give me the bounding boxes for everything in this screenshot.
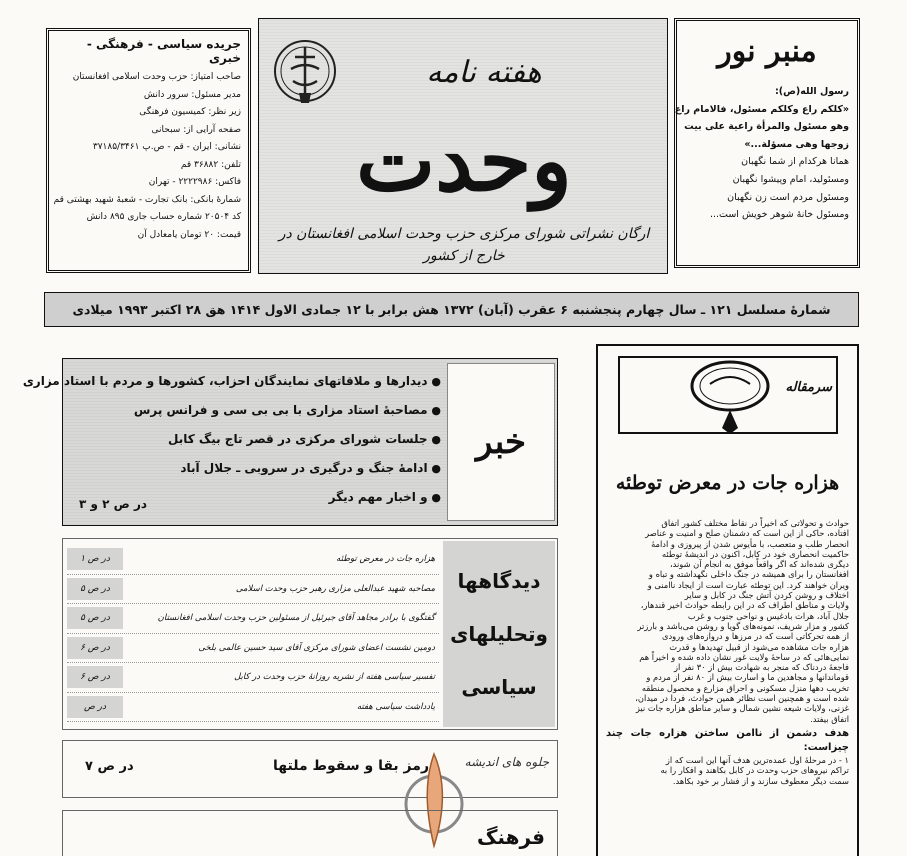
analysis-item-title: گفتگوی با برادر مجاهد آقای جبرئیل از مسئولین حزب وحدت اسلامی افغانستان — [157, 613, 435, 624]
editorial-logo-text: سرمقاله — [785, 380, 832, 395]
minbar-line: «کلکم راع وکلکم مسئول، فالامام راع — [674, 103, 849, 115]
publisher-title: جریده سیاسی - فرهنگی - خبری — [86, 37, 241, 65]
publisher-line: صفحه آرایی از: سبحانی — [151, 124, 241, 135]
news-label-box — [447, 363, 555, 521]
analysis-item-page: در ص ۶ — [67, 637, 123, 659]
minbar-line: همانا هرکدام از شما نگهبان — [741, 156, 849, 168]
masthead-name: وحدت — [356, 111, 572, 210]
editorial-line: اختلاف و روشن کردن آتش جنگ در کابل و سایر — [684, 590, 849, 601]
minbar-line: وهو مسئول والمرأة راعیة علی بیت — [684, 121, 849, 133]
news-item: ● ادامهٔ جنگ و درگیری در سروبی ـ جلال آباد — [71, 454, 441, 483]
masthead — [258, 18, 668, 274]
issue-bar — [44, 292, 859, 327]
news-box — [22, 358, 558, 526]
analysis-label-box — [443, 541, 555, 727]
minbar-line: ومسئولید، امام وپیشوا نگهبان — [732, 173, 849, 185]
editorial-line: ولایات و مناطق اطراف که در این رابطه حوادث اخیر قندهار، — [640, 600, 849, 611]
editorial-tail-line: تراکم نیروهای حزب وحدت در کابل بکاهند و افکار را به — [660, 765, 849, 776]
news-pages: در ص ۲ و ۳ — [79, 497, 148, 511]
analysis-item-title: هزاره جات در معرض توطئه — [336, 554, 435, 565]
analysis-item-title: دومین نشست اعضای شورای مرکزی آقای سید حسین عالمی بلخی — [198, 642, 435, 653]
editorial-line: حاکمیت انحصاری خود در کابل، اکنون در اندیشهٔ توطئه — [661, 548, 849, 559]
minbar-title: منبر نور — [717, 34, 817, 69]
editorial-line: کشور و مزار شریف، نمونه‌های گویا و روشن می‌باشد و بارزتر — [637, 620, 849, 631]
minbar-line: ومسئول مردم است زن نگهبان — [727, 191, 849, 203]
analysis-item-title: مصاحبه شهید عبدالعلی مزاری رهبر حزب وحدت اسلامی — [235, 583, 435, 594]
analysis-label-1: دیدگاهها — [457, 569, 541, 594]
minbar-line: ومسئول خانهٔ شوهر خویش است... — [709, 209, 849, 221]
news-list — [22, 367, 441, 512]
analysis-item-title: یادداشت سیاسی هفته — [356, 701, 435, 712]
publisher-line: کد ۲۰۵۰۴ شماره حساب جاری ۸۹۵ دانش — [86, 212, 241, 222]
editorial-line: تخریب دهها منزل مسکونی و احراق مزارع و محصول منطقه — [641, 682, 849, 693]
analysis-list — [67, 545, 439, 722]
editorial-line: غزنی، ولایات شیعه نشین شمال و سایر مناطق هزاره جات نیز — [635, 703, 849, 714]
analysis-label-3: سیاسی — [461, 674, 537, 699]
editorial-line: افتاده، حاکی از این است که دشمنان صلح و امنیت و عناصر — [645, 528, 849, 539]
analysis-item-page: در ص ۶ — [67, 666, 123, 688]
editorial-line: انحصار طلب و متعصب، با مأیوس شدن از پیروزی و ادامهٔ — [651, 538, 849, 549]
analysis-item — [67, 693, 439, 723]
publisher-line: قیمت: ۲۰ تومان یامعادل آن — [137, 229, 241, 240]
editorial-line: افغانستان را برای همیشه در جنگ داخلی نگهداشته و تباه و — [648, 569, 849, 580]
editorial-line: شده است و همچنین است نظائر همین حوادث، فردا در میدان، — [635, 693, 849, 704]
editorial-line: جلال آباد، هرات بادغیس و نواحی جنوب و غرب — [687, 610, 849, 621]
editorial-line: ویران خواهند کرد. این توطئه عبارت است از ایجاد ناامنی و — [647, 579, 849, 590]
news-item: ● مصاحبهٔ استاد مزاری با بی بی سی و فرانس پرس — [71, 396, 441, 425]
editorial-line: فاجعهٔ دردناک که منجر به شهادت بیش از ۳۰ نفر از — [674, 662, 849, 673]
publisher-details — [53, 69, 241, 244]
publisher-line: زیر نظر: کمیسیون فرهنگی — [139, 107, 241, 117]
editorial-box — [596, 344, 859, 856]
thought-label: جلوه های اندیشه — [464, 755, 549, 769]
analysis-item — [67, 634, 439, 664]
news-item: ● دیدارها و ملاقاتهای نمایندگان احزاب، کشورها و مردم با استاد مزاری — [71, 367, 441, 396]
editorial-tail-line: ۱ - در مرحلهٔ اول عمده‌ترین هدف آنها این است که از — [665, 754, 849, 765]
publisher-box — [46, 28, 251, 273]
analysis-box — [62, 538, 558, 730]
analysis-item — [67, 575, 439, 605]
minbar-line: زوجها وهی مسؤلة...» — [744, 138, 849, 150]
editorial-line: از همه تحرکاتی است که در مرزها و دروازه‌های ورودی — [661, 631, 849, 642]
analysis-item — [67, 545, 439, 575]
culture-label: فرهنگ — [476, 825, 545, 849]
editorial-line: حوادث و تحولاتی که اخیراً در نقاط مختلف کشور اتفاق — [661, 518, 849, 528]
editorial-subhead: هدف دشمن از ناامن ساختن هزاره جات چند چیزاست: — [606, 727, 849, 753]
thought-box — [62, 740, 558, 798]
publisher-line: فاکس: ۲۲۲۲۹۸۶ - تهران — [148, 177, 241, 187]
editorial-tail-line: سمت دیگر معطوف سازند و از فشار بر خود بکاهد. — [672, 775, 849, 786]
masthead-tagline: ارگان نشراتی شورای مرکزی حزب وحدت اسلامی افغانستان در خارج از کشور — [278, 226, 650, 264]
publisher-line: صاحب امتیاز: حزب وحدت اسلامی افغانستان — [72, 72, 241, 82]
publisher-line: مدیر مسئول: سرور دانش — [143, 89, 241, 100]
news-item: ● جلسات شورای مرکزی در قصر تاج بیگ کابل — [71, 425, 441, 454]
editorial-line: قوماندانها و مجاهدین ما و اسارت بیش از ۸۰ نفر از مردم و — [646, 672, 849, 683]
publisher-line: تلفن: ۳۶۸۸۲ قم — [180, 159, 241, 170]
thought-page: در ص ۷ — [85, 759, 134, 774]
thought-title: رمز بقا و سقوط ملتها — [273, 758, 429, 774]
editorial-line: اتفاق بیفتد. — [810, 713, 849, 724]
analysis-item — [67, 604, 439, 634]
analysis-item-page: در ص ۱ — [67, 548, 123, 570]
analysis-item — [67, 663, 439, 693]
pen-nib-icon — [680, 356, 780, 436]
news-label: خبر — [475, 422, 527, 462]
analysis-item-page: در ص ۵ — [67, 578, 123, 600]
editorial-line: هزاره جات مشاهده می‌شود از قبیل تهدیدها و قدرت — [669, 641, 849, 652]
analysis-item-title: تفسیر سیاسی هفته از نشریه روزانهٔ حزب وحدت در کابل — [234, 672, 435, 683]
minbar-box — [674, 18, 860, 268]
editorial-title: هزاره جات در معرض توطئه — [615, 472, 840, 494]
analysis-label-2: وتحلیلهای — [450, 621, 548, 646]
editorial-body — [606, 518, 849, 786]
analysis-item-page: در ص — [67, 696, 123, 718]
masthead-weekly: هفته نامه — [426, 55, 542, 90]
publisher-line: شمارهٔ بانکی: بانک تجارت - شعبهٔ شهید بهشتی قم — [53, 194, 241, 205]
publisher-line: نشانی: ایران - قم - ص.پ ۳۷۱۸۵/۳۴۶۱ — [92, 142, 241, 152]
issue-line: شمارهٔ مسلسل ۱۲۱ ـ سال چهارم پنجشنبه ۶ عقرب (آبان) ۱۳۷۲ هش برابر با ۱۲ جمادی الاول ۱۴۱۴ هق ۲۸ اکتبر ۱۹۹۳ میلادی — [72, 302, 831, 317]
news-item: ● و اخبار مهم دیگر — [71, 483, 441, 512]
editorial-logo — [618, 356, 838, 434]
editorial-line: دیگری شده‌اند که اگر واقعاً موفق به انجام آن شوند، — [669, 559, 849, 570]
analysis-item-page: در ص ۵ — [67, 607, 123, 629]
editorial-line: نمایی‌هائی که در ساحهٔ ولایت غور نشان داده شده و اخیراً هم — [639, 651, 849, 662]
culture-box — [62, 810, 558, 856]
minbar-line: رسول الله(ص): — [774, 86, 849, 97]
minbar-text — [674, 83, 849, 224]
